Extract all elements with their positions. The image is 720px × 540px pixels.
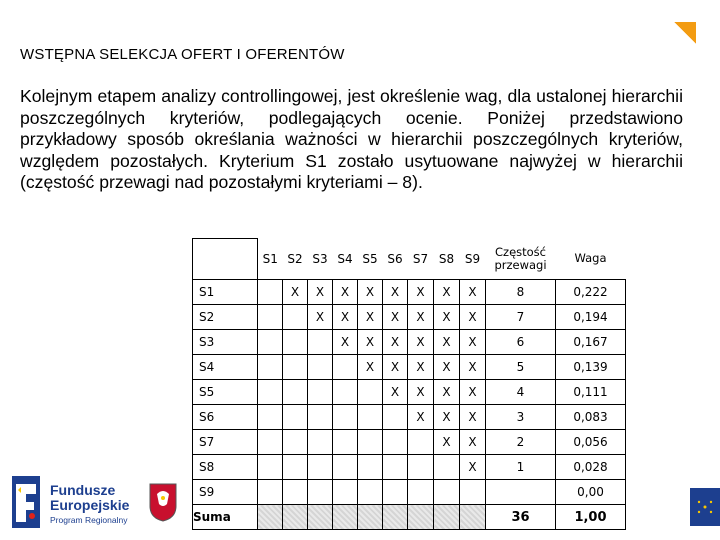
comparison-cell	[308, 455, 333, 480]
comparison-cell	[283, 305, 308, 330]
comparison-cell: X	[383, 305, 408, 330]
row-label: S4	[193, 355, 258, 380]
column-header: S6	[383, 239, 408, 280]
comparison-cell: X	[283, 280, 308, 305]
comparison-cell	[258, 355, 283, 380]
column-header: S3	[308, 239, 333, 280]
comparison-cell	[283, 380, 308, 405]
comparison-cell: X	[408, 355, 434, 380]
weight-cell: 0,222	[556, 280, 626, 305]
comparison-cell	[333, 430, 358, 455]
comparison-cell	[283, 330, 308, 355]
weight-cell: 0,167	[556, 330, 626, 355]
comparison-cell: X	[460, 455, 486, 480]
frequency-cell: 4	[486, 380, 556, 405]
comparison-cell: X	[308, 280, 333, 305]
row-label: S8	[193, 455, 258, 480]
sum-empty-cell	[383, 505, 408, 530]
table-row	[193, 430, 626, 455]
sum-frequency: 36	[486, 505, 556, 530]
column-header: S1	[258, 239, 283, 280]
column-header: S4	[333, 239, 358, 280]
comparison-cell	[308, 380, 333, 405]
comparison-cell	[283, 355, 308, 380]
comparison-cell	[358, 430, 383, 455]
eu-funds-line-1: Fundusze	[50, 482, 116, 498]
eu-funds-line-2: Europejskie	[50, 497, 130, 513]
comparison-cell: X	[383, 330, 408, 355]
comparison-cell	[258, 480, 283, 505]
comparison-cell	[434, 455, 460, 480]
sum-empty-cell	[258, 505, 283, 530]
table-row	[193, 455, 626, 480]
footer-logos	[0, 468, 192, 540]
comparison-cell	[258, 405, 283, 430]
comparison-cell	[383, 480, 408, 505]
crest-icon	[148, 482, 178, 522]
comparison-cell	[258, 305, 283, 330]
comparison-cell	[434, 480, 460, 505]
comparison-cell	[308, 430, 333, 455]
comparison-cell: X	[408, 380, 434, 405]
weight-cell: 0,056	[556, 430, 626, 455]
sum-empty-cell	[333, 505, 358, 530]
corner-accent-icon	[674, 22, 696, 44]
comparison-cell: X	[358, 305, 383, 330]
eu-funds-logo-icon	[12, 476, 40, 528]
comparison-cell	[258, 380, 283, 405]
comparison-cell	[333, 480, 358, 505]
comparison-cell: X	[434, 380, 460, 405]
comparison-cell	[408, 455, 434, 480]
comparison-cell	[408, 480, 434, 505]
comparison-cell: X	[383, 280, 408, 305]
comparison-cell	[283, 405, 308, 430]
comparison-cell: X	[408, 305, 434, 330]
row-label: S3	[193, 330, 258, 355]
comparison-cell: X	[434, 430, 460, 455]
comparison-cell: X	[408, 405, 434, 430]
frequency-cell: 5	[486, 355, 556, 380]
comparison-cell: X	[434, 305, 460, 330]
table-row	[193, 355, 626, 380]
comparison-cell	[383, 405, 408, 430]
comparison-cell: X	[383, 380, 408, 405]
column-header: Częstość przewagi	[486, 239, 556, 280]
frequency-cell	[486, 480, 556, 505]
sum-empty-cell	[283, 505, 308, 530]
row-label: S2	[193, 305, 258, 330]
weight-cell: 0,083	[556, 405, 626, 430]
eu-flag-icon	[690, 488, 720, 526]
comparison-cell: X	[358, 280, 383, 305]
comparison-cell	[308, 355, 333, 380]
sum-empty-cell	[308, 505, 333, 530]
table-row	[193, 380, 626, 405]
comparison-cell	[258, 430, 283, 455]
comparison-cell	[308, 480, 333, 505]
sum-empty-cell	[434, 505, 460, 530]
comparison-cell	[358, 455, 383, 480]
row-label: S6	[193, 405, 258, 430]
sum-label: Suma	[193, 505, 258, 530]
comparison-cell: X	[460, 355, 486, 380]
column-header: S8	[434, 239, 460, 280]
comparison-cell	[258, 455, 283, 480]
comparison-cell: X	[460, 305, 486, 330]
comparison-cell: X	[333, 305, 358, 330]
weight-cell: 0,194	[556, 305, 626, 330]
frequency-cell: 6	[486, 330, 556, 355]
comparison-cell: X	[408, 280, 434, 305]
frequency-cell: 8	[486, 280, 556, 305]
comparison-cell	[308, 330, 333, 355]
row-label: S5	[193, 380, 258, 405]
column-header: S5	[358, 239, 383, 280]
table-row	[193, 480, 626, 505]
slide-title: WSTĘPNA SELEKCJA OFERT I OFERENTÓW	[20, 46, 345, 63]
weight-cell: 0,139	[556, 355, 626, 380]
frequency-cell: 2	[486, 430, 556, 455]
comparison-cell	[333, 405, 358, 430]
criteria-table	[192, 238, 626, 530]
frequency-cell: 7	[486, 305, 556, 330]
row-label: S7	[193, 430, 258, 455]
comparison-cell: X	[434, 405, 460, 430]
sum-weight: 1,00	[556, 505, 626, 530]
comparison-cell: X	[434, 330, 460, 355]
comparison-cell	[308, 405, 333, 430]
comparison-cell	[333, 380, 358, 405]
sum-empty-cell	[408, 505, 434, 530]
table-row	[193, 305, 626, 330]
comparison-cell: X	[460, 405, 486, 430]
comparison-cell: X	[460, 430, 486, 455]
column-header: S7	[408, 239, 434, 280]
slide-paragraph: Kolejnym etapem analizy controllingowej, jest określenie wag, dla ustalonej hierarchii poszczególnych kryteriów, podlegających ocenie. Poniżej przedstawiono przykładowy sposób określania ważności w hierarchii poszczególnych kryteriów, względem pozostałych. Kryterium S1 zostało usytuowane najwyżej w hierarchii (częstość przewagi nad pozostałymi kryteriami – 8).	[20, 86, 683, 192]
comparison-cell	[283, 430, 308, 455]
table-row	[193, 330, 626, 355]
eu-funds-line-3: Program Regionalny	[50, 515, 128, 525]
comparison-cell	[333, 355, 358, 380]
comparison-cell: X	[460, 380, 486, 405]
eu-funds-text	[50, 483, 129, 528]
comparison-cell: X	[460, 330, 486, 355]
comparison-cell	[383, 455, 408, 480]
sum-empty-cell	[358, 505, 383, 530]
frequency-cell: 3	[486, 405, 556, 430]
comparison-cell	[460, 480, 486, 505]
column-header: S2	[283, 239, 308, 280]
comparison-cell	[358, 480, 383, 505]
weight-cell: 0,00	[556, 480, 626, 505]
table-row	[193, 405, 626, 430]
comparison-cell	[283, 480, 308, 505]
comparison-cell	[408, 430, 434, 455]
table-row	[193, 280, 626, 305]
comparison-cell	[283, 455, 308, 480]
comparison-cell: X	[434, 280, 460, 305]
comparison-cell	[333, 455, 358, 480]
comparison-cell: X	[333, 330, 358, 355]
comparison-cell	[383, 430, 408, 455]
comparison-cell: X	[308, 305, 333, 330]
comparison-cell	[358, 405, 383, 430]
comparison-cell: X	[434, 355, 460, 380]
comparison-cell: X	[358, 330, 383, 355]
frequency-cell: 1	[486, 455, 556, 480]
table-corner-cell	[193, 239, 258, 280]
comparison-cell	[358, 380, 383, 405]
comparison-cell	[258, 280, 283, 305]
column-header: Waga	[556, 239, 626, 280]
sum-row	[193, 505, 626, 530]
comparison-cell: X	[460, 280, 486, 305]
weight-cell: 0,111	[556, 380, 626, 405]
comparison-cell: X	[408, 330, 434, 355]
comparison-cell	[258, 330, 283, 355]
comparison-cell: X	[333, 280, 358, 305]
weight-cell: 0,028	[556, 455, 626, 480]
sum-empty-cell	[460, 505, 486, 530]
row-label: S1	[193, 280, 258, 305]
comparison-cell: X	[383, 355, 408, 380]
column-header: S9	[460, 239, 486, 280]
comparison-cell: X	[358, 355, 383, 380]
row-label: S9	[193, 480, 258, 505]
